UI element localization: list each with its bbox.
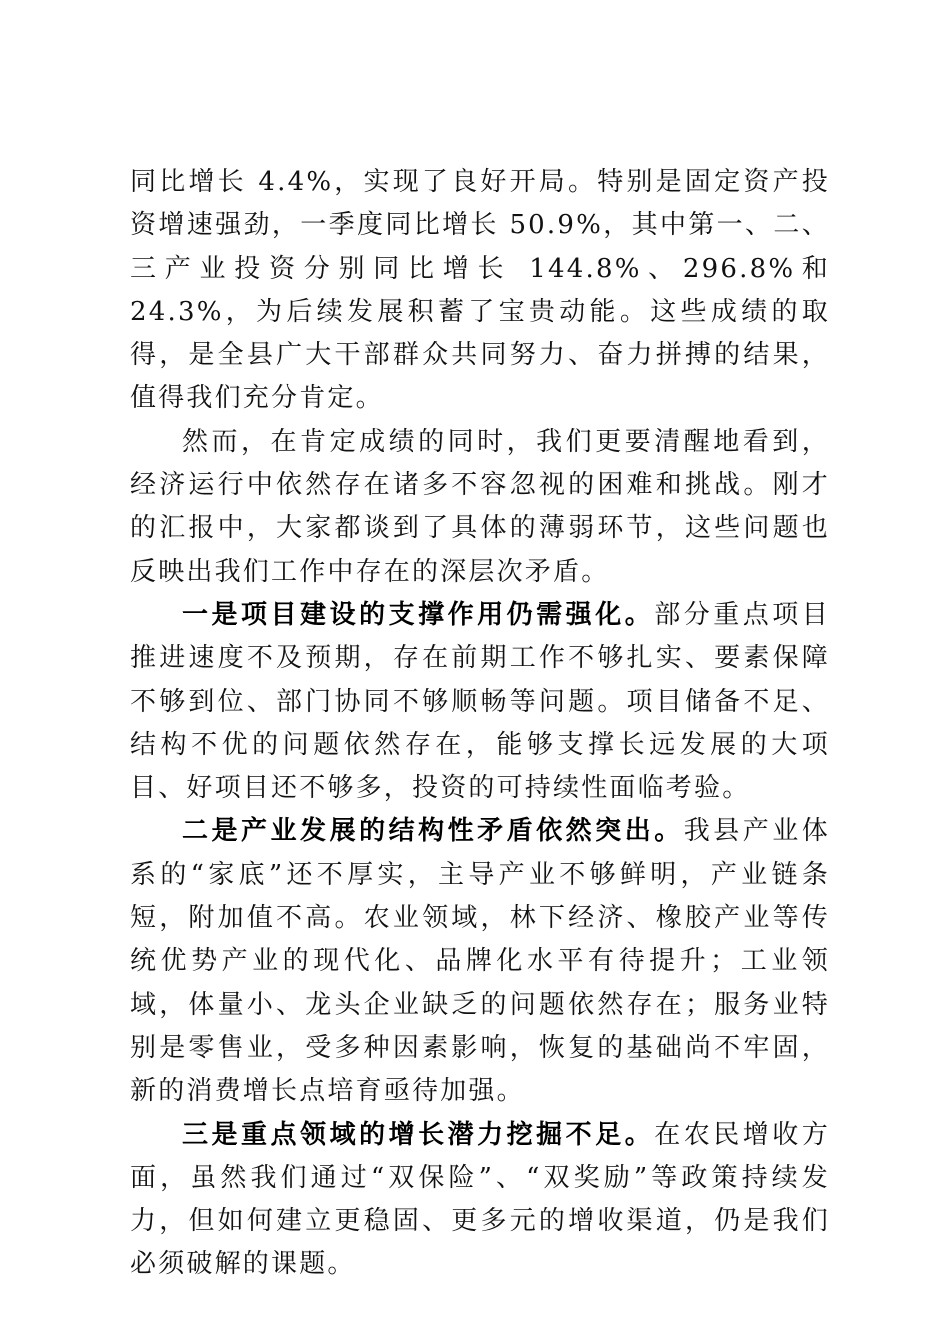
paragraph-point-three <box>130 1114 830 1287</box>
paragraph-text: 同比增长 4.4%，实现了良好开局。特别是固定资产投资增速强劲，一季度同比增长 50.9%，其中第一、二、三产业投资分别同比增长 144.8%、296.8%和 24.3%，为后续发展积蓄了宝贵动能。这些成绩的取得，是全县广大干部群众共同努力、奋力拼搏的结果，值得我们充分肯定。 <box>130 167 830 414</box>
paragraph-lead: 二是产业发展的结构性矛盾依然突出。 <box>182 816 684 847</box>
paragraph-achievements <box>130 161 830 421</box>
paragraph-text: 部分重点项目推进速度不及预期，存在前期工作不够扎实、要素保障不够到位、部门协同不够顺畅等问题。项目储备不足、结构不优的问题依然存在，能够支撑长远发展的大项目、好项目还不够多，投资的可持续性面临考验。 <box>130 599 831 804</box>
paragraph-lead: 一是项目建设的支撑作用仍需强化。 <box>182 599 655 630</box>
paragraph-point-two <box>130 810 830 1113</box>
paragraph-point-one <box>130 594 830 810</box>
paragraph-text: 然而，在肯定成绩的同时，我们更要清醒地看到，经济运行中依然存在诸多不容忽视的困难和挑战。刚才的汇报中，大家都谈到了具体的薄弱环节，这些问题也反映出我们工作中存在的深层次矛盾。 <box>130 426 830 587</box>
document-body <box>130 161 830 1287</box>
paragraph-lead: 三是重点领域的增长潜力挖掘不足。 <box>182 1119 655 1150</box>
paragraph-challenges <box>130 421 830 594</box>
paragraph-text: 我县产业体系的“家底”还不厚实，主导产业不够鲜明，产业链条短，附加值不高。农业领域，林下经济、橡胶产业等传统优势产业的现代化、品牌化水平有待提升；工业领域，体量小、龙头企业缺乏的问题依然存在；服务业特别是零售业，受多种因素影响，恢复的基础尚不牢固，新的消费增长点培育亟待加强。 <box>130 816 830 1107</box>
paragraph-text: 在农民增收方面，虽然我们通过“双保险”、“双奖励”等政策持续发力，但如何建立更稳固、更多元的增收渠道，仍是我们必须破解的课题。 <box>130 1119 831 1280</box>
